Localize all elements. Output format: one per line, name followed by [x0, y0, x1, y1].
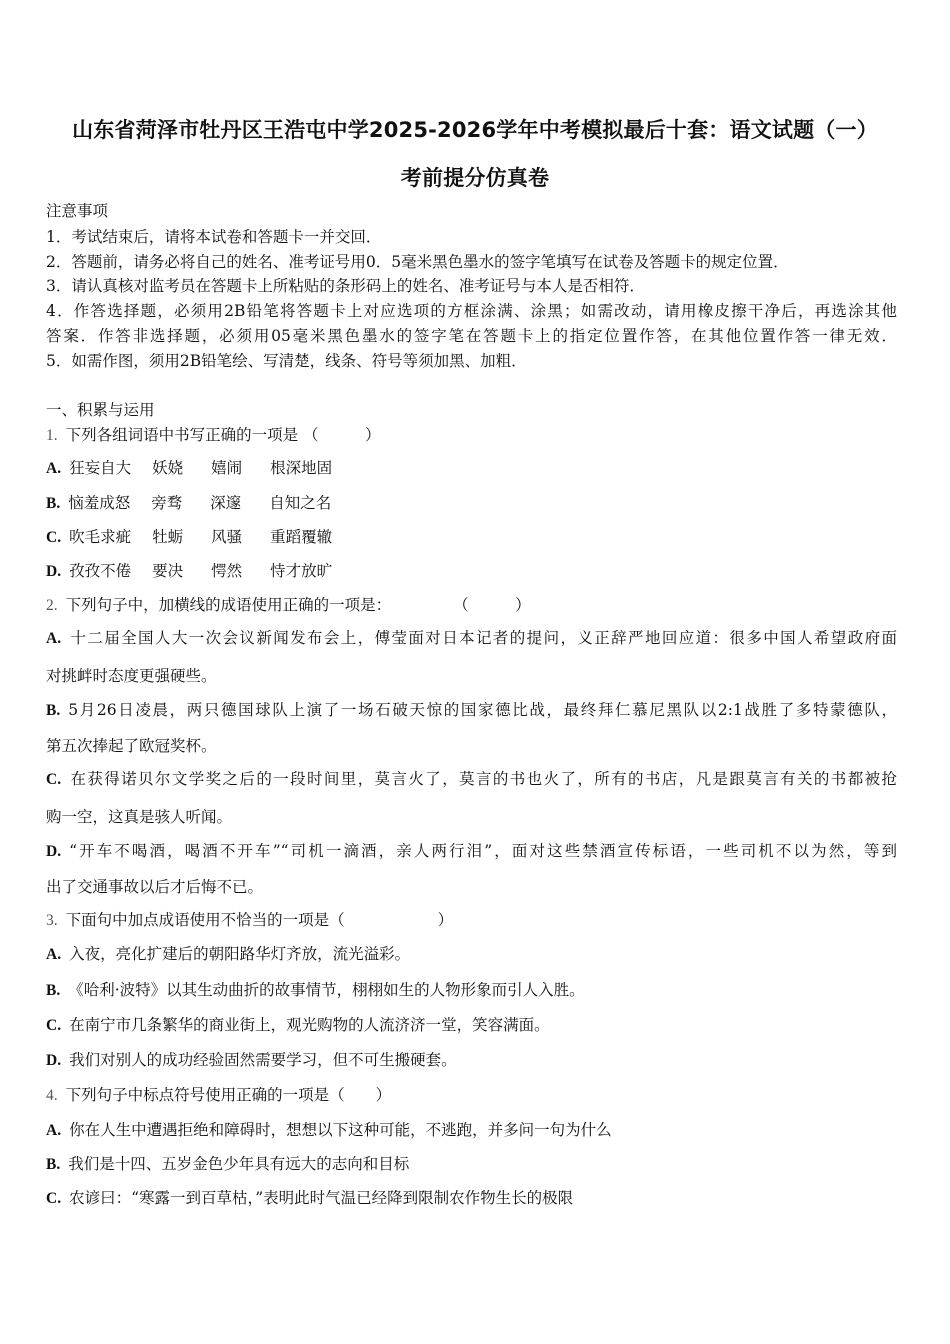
option-text: 在获得诺贝尔文学奖之后的一段时间里，莫言火了，莫言的书也火了，所有的书店，凡是跟莫言有关的书都被抢 — [69, 770, 897, 788]
document-title: 山东省菏泽市牡丹区王浩屯中学2025-2026学年中考模拟最后十套：语文试题（一） — [72, 118, 878, 142]
option-text: 十二届全国人大一次会议新闻发布会上，傅莹面对日本记者的提问，义正辞严地回应道：很多中国人希望政府面 — [69, 629, 897, 647]
notice-item: 答案．作答非选择题，必须用05毫米黑色墨水的签字笔在答题卡上的指定位置作答，在其他位置作答一律无效． — [46, 327, 897, 345]
option-b — [46, 1154, 409, 1175]
option-c — [46, 1188, 573, 1209]
notice-item: 2．答题前，请务必将自己的姓名、准考证号用0．5毫米黑色墨水的签字笔填写在试卷及答题卡的规定位置． — [46, 253, 789, 271]
question-number: 2. — [46, 597, 58, 614]
option-d — [46, 1050, 457, 1071]
option-word: 自知之名 — [269, 494, 332, 512]
option-text: “开车不喝酒，喝酒不开车”“司机一滴酒，亲人两行泪”，面对这些禁酒宣传标语，一些司机不以为然，等到 — [69, 842, 897, 860]
option-c — [46, 1015, 550, 1036]
section-heading: 一、积累与运用 — [46, 401, 155, 419]
option-label: C. — [46, 1017, 62, 1034]
option-label: A. — [46, 460, 62, 477]
question-number: 4. — [46, 1087, 58, 1104]
option-text: 5月26日凌晨，两只德国球队上演了一场石破天惊的国家德比战，最终拜仁慕尼黑队以2:1战胜了多特蒙德队， — [68, 701, 897, 719]
option-word: 妖娆 — [152, 459, 184, 477]
question-number: 3. — [46, 912, 58, 929]
notice-item: 4．作答选择题，必须用2B铅笔将答题卡上对应选项的方框涂满、涂黑；如需改动，请用橡皮擦干净后，再选涂其他 — [46, 302, 897, 320]
question-stem: 下面句中加点成语使用不恰当的一项是（ ） — [65, 911, 454, 929]
option-d — [46, 841, 897, 861]
option-a — [46, 628, 897, 648]
question-stem: 下列句子中标点符号使用正确的一项是（ ） — [65, 1086, 392, 1104]
option-label: B. — [46, 702, 61, 719]
option-d — [46, 561, 332, 582]
option-text: 在南宁市几条繁华的商业街上，观光购物的人流济济一堂，笑容满面。 — [69, 1016, 550, 1034]
question-stem: 下列句子中，加横线的成语使用正确的一项是： （ ） — [65, 596, 531, 614]
option-text: 你在人生中遭遇拒绝和障碍时，想想以下这种可能，不逃跑，并多问一句为什么 — [69, 1121, 612, 1139]
option-c — [46, 769, 897, 789]
option-word: 吹毛求疵 — [69, 528, 132, 546]
option-text-continued: 出了交通事故以后才后悔不已。 — [46, 878, 264, 896]
option-label: B. — [46, 495, 61, 512]
option-b — [46, 980, 585, 1001]
option-label: D. — [46, 1052, 62, 1069]
option-word: 牡蛎 — [152, 528, 184, 546]
option-label: B. — [46, 982, 61, 999]
option-a — [46, 458, 332, 479]
option-word: 狂妄自大 — [69, 459, 132, 477]
option-label: C. — [46, 529, 62, 546]
notice-item: 1．考试结束后，请将本试卷和答题卡一并交回． — [46, 228, 382, 246]
option-word: 要决 — [152, 562, 184, 580]
question-stem: 下列各组词语中书写正确的一项是 （ ） — [65, 426, 381, 444]
option-label: A. — [46, 946, 62, 963]
option-text: 农谚曰：“寒露一到百草枯，”表明此时气温已经降到限制农作物生长的极限 — [69, 1189, 574, 1207]
option-word: 嬉闹 — [211, 459, 243, 477]
option-word: 恼羞成怒 — [68, 494, 131, 512]
option-label: C. — [46, 771, 62, 788]
option-c — [46, 527, 332, 548]
option-label: D. — [46, 843, 62, 860]
option-word: 风骚 — [211, 528, 243, 546]
option-text: 《哈利·波特》以其生动曲折的故事情节，栩栩如生的人物形象而引人入胜。 — [68, 981, 585, 999]
option-word: 愕然 — [211, 562, 243, 580]
option-word: 根深地固 — [270, 459, 333, 477]
option-word: 孜孜不倦 — [69, 562, 132, 580]
option-label: C. — [46, 1190, 62, 1207]
option-b — [46, 700, 897, 720]
option-label: A. — [46, 630, 62, 647]
option-a — [46, 944, 410, 965]
notice-item: 5．如需作图，须用2B铅笔绘、写清楚，线条、符号等须加黑、加粗． — [46, 352, 527, 370]
option-label: D. — [46, 563, 62, 580]
option-word: 深邃 — [210, 494, 242, 512]
option-word: 重蹈覆辙 — [270, 528, 333, 546]
document-subtitle: 考前提分仿真卷 — [400, 166, 550, 190]
option-label: B. — [46, 1156, 61, 1173]
notice-heading: 注意事项 — [46, 202, 109, 220]
notice-item: 3．请认真核对监考员在答题卡上所粘贴的条形码上的姓名、准考证号与本人是否相符． — [46, 277, 645, 295]
question-number: 1. — [46, 427, 58, 444]
option-a — [46, 1120, 612, 1141]
option-text: 我们对别人的成功经验固然需要学习，但不可生搬硬套。 — [69, 1051, 457, 1069]
option-word: 旁骛 — [151, 494, 183, 512]
option-text-continued: 第五次捧起了欧冠奖杯。 — [46, 737, 217, 755]
option-word: 恃才放旷 — [270, 562, 333, 580]
option-text: 入夜，亮化扩建后的朝阳路华灯齐放，流光溢彩。 — [69, 945, 411, 963]
option-text-continued: 购一空，这真是骇人听闻。 — [46, 808, 233, 826]
option-text: 我们是十四、五岁金色少年具有远大的志向和目标 — [68, 1155, 410, 1173]
option-b — [46, 493, 331, 514]
option-label: A. — [46, 1122, 62, 1139]
option-text-continued: 对挑衅时态度更强硬些。 — [46, 667, 217, 685]
